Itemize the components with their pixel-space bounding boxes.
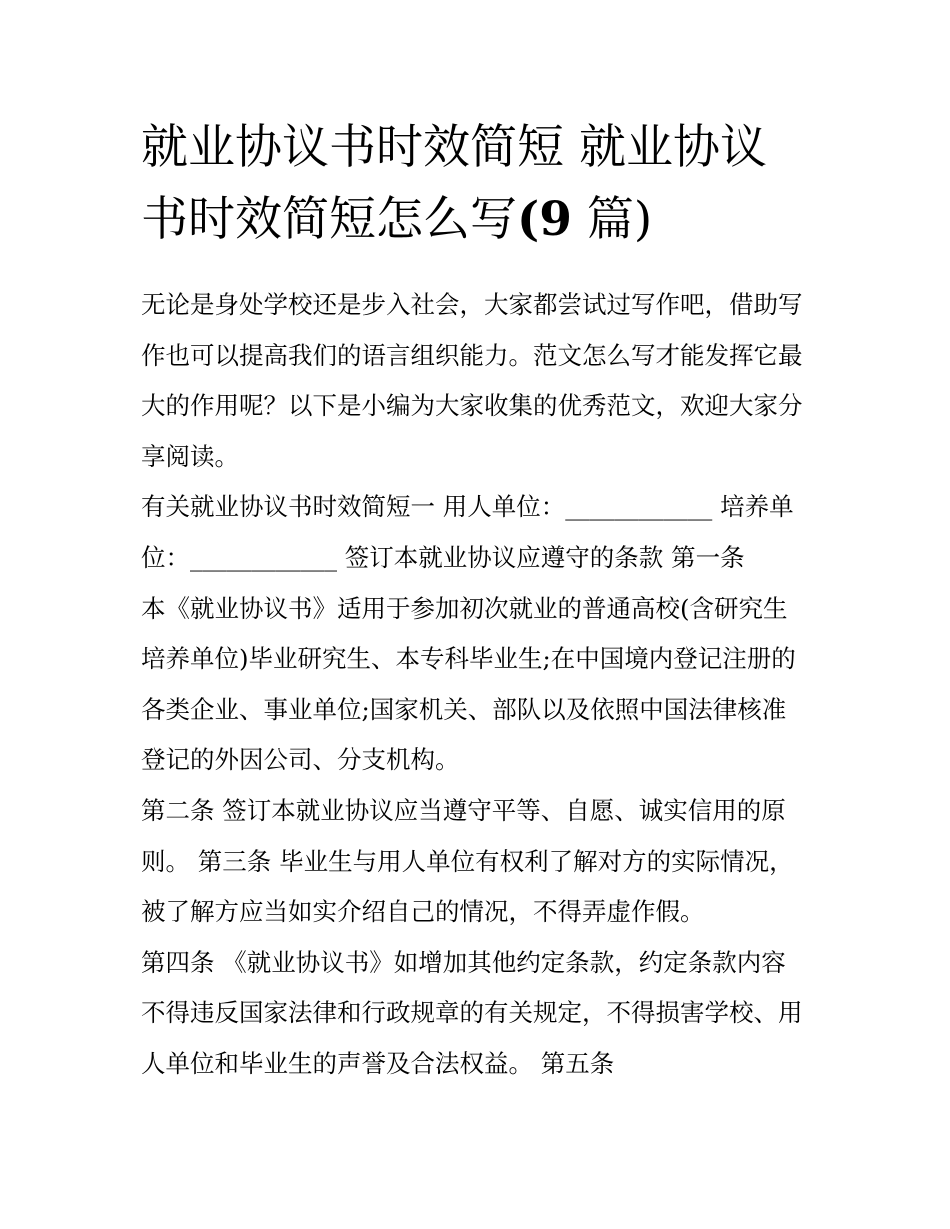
- title-line-2-text: 书时效简短怎么写: [141, 192, 517, 247]
- employer-label: 有关就业协议书时效简短一 用人单位：: [141, 492, 566, 522]
- section1-line: 培养单位)毕业研究生、本专科毕业生;在中国境内登记注册的: [141, 644, 796, 674]
- intro-line: 大的作用呢？以下是小编为大家收集的优秀范文，欢迎大家分: [141, 391, 803, 421]
- intro-line: 无论是身处学校还是步入社会，大家都尝试过写作吧，借助写: [141, 290, 803, 319]
- section2-line: 第二条 签订本就业协议应当遵守平等、自愿、诚实信用的原: [141, 795, 786, 825]
- section3-line: 人单位和毕业生的声誉及合法权益。 第五条: [141, 1048, 615, 1078]
- section3-line: 第四条 《就业协议书》如增加其他约定条款，约定条款内容: [141, 947, 786, 977]
- section1-line: 本《就业协议书》适用于参加初次就业的普通高校(含研究生: [141, 593, 788, 623]
- section1-line-employer: [141, 482, 821, 533]
- training-unit-blank: ____________: [190, 542, 337, 572]
- document-body: [141, 280, 821, 1090]
- training-unit-label-start: 培养单: [712, 492, 794, 522]
- title-line-2: [141, 184, 821, 256]
- clause-intro: 签订本就业协议应遵守的条款 第一条: [337, 542, 745, 572]
- section3-line: 不得违反国家法律和行政规章的有关规定，不得损害学校、用: [141, 998, 803, 1028]
- section1-line-training-unit: [141, 533, 821, 584]
- section2-line: 被了解方应当如实介绍自己的情况，不得弄虚作假。: [141, 897, 705, 927]
- intro-line: 作也可以提高我们的语言组织能力。范文怎么写才能发挥它最: [141, 340, 803, 370]
- title-line-1: 就业协议书时效简短 就业协议: [141, 120, 767, 175]
- section1-line: 登记的外因公司、分支机构。: [141, 745, 460, 775]
- title-count-suffix: 篇): [571, 192, 653, 247]
- document-title: [141, 112, 821, 256]
- section2-line: 则。 第三条 毕业生与用人单位有权利了解对方的实际情况，: [141, 846, 794, 876]
- title-count: (9: [517, 192, 572, 247]
- section1-line: 各类企业、事业单位;国家机关、部队以及依照中国法律核准: [141, 694, 787, 724]
- intro-line: 享阅读。: [141, 441, 239, 471]
- training-unit-label-end: 位：: [141, 542, 190, 572]
- employer-blank: ____________: [565, 492, 713, 522]
